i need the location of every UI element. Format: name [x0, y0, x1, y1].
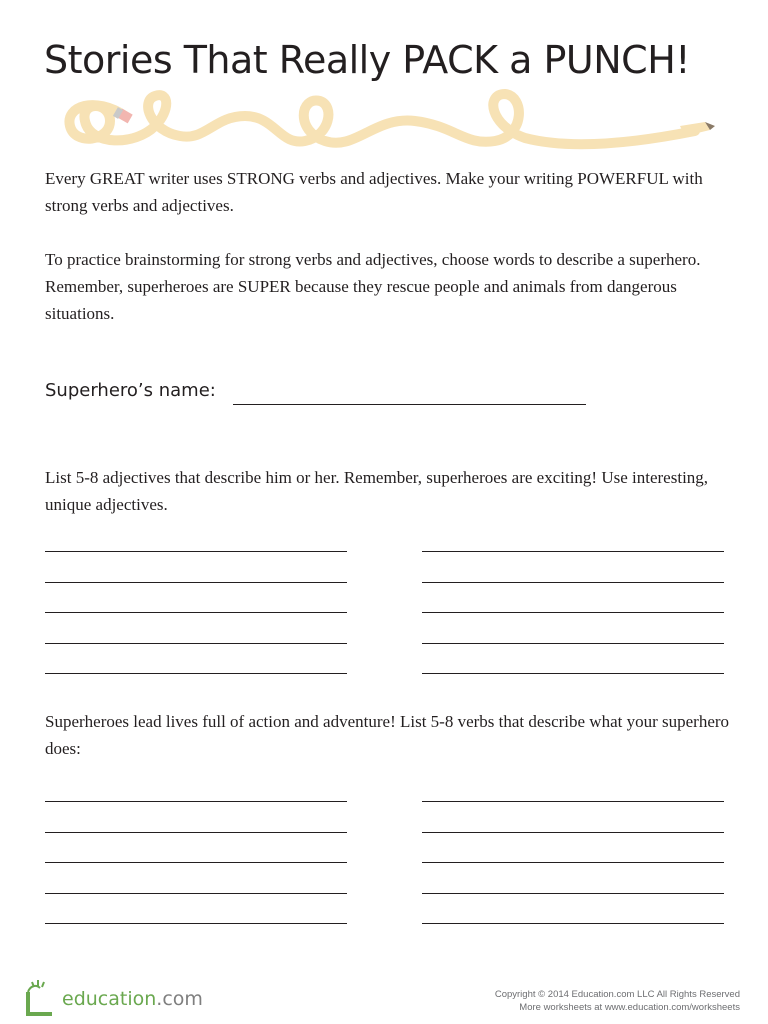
verb-answer-line[interactable]: [45, 801, 347, 802]
logo-main: education: [62, 988, 157, 1010]
logo-suffix: .com: [156, 988, 203, 1010]
adjective-answer-line[interactable]: [45, 673, 347, 674]
pencil-swirl-decoration: [55, 86, 715, 166]
adjective-answer-line[interactable]: [45, 643, 347, 644]
adjective-answer-line[interactable]: [422, 582, 724, 583]
intro-paragraph-1: Every GREAT writer uses STRONG verbs and adjectives. Make your writing POWERFUL with strong verbs and adjectives.: [45, 169, 703, 215]
adjective-answer-line[interactable]: [422, 673, 724, 674]
adjectives-prompt: List 5-8 adjectives that describe him or her. Remember, superheroes are exciting! Use interesting, unique adjectives.: [45, 468, 709, 514]
education-logo-text: [62, 988, 203, 1010]
verb-answer-line[interactable]: [422, 862, 724, 863]
superhero-name-field[interactable]: [233, 404, 586, 405]
verb-answer-line[interactable]: [422, 832, 724, 833]
verb-answer-line[interactable]: [422, 923, 724, 924]
intro-paragraph-2: To practice brainstorming for strong verbs and adjectives, choose words to describe a superhero. Remember, superheroes are SUPER because they rescue people and animals from dangerous situations.: [45, 250, 701, 323]
education-logo[interactable]: [22, 978, 222, 1022]
copyright-notice: [495, 988, 740, 1014]
superhero-name-label: Superhero’s name:: [45, 380, 216, 401]
verb-answer-line[interactable]: [422, 801, 724, 802]
copyright-line-1: Copyright © 2014 Education.com LLC All Rights Reserved: [494, 989, 740, 1000]
verbs-prompt: Superheroes lead lives full of action and adventure! List 5-8 verbs that describe what your superhero does:: [45, 712, 730, 758]
verb-answer-line[interactable]: [422, 893, 724, 894]
adjective-answer-line[interactable]: [45, 551, 347, 552]
adjective-answer-line[interactable]: [422, 643, 724, 644]
adjective-answer-line[interactable]: [422, 551, 724, 552]
adjective-answer-line[interactable]: [422, 612, 724, 613]
verb-answer-line[interactable]: [45, 893, 347, 894]
adjective-answer-line[interactable]: [45, 582, 347, 583]
education-logo-icon: [22, 978, 60, 1020]
verb-answer-line[interactable]: [45, 832, 347, 833]
adjective-answer-line[interactable]: [45, 612, 347, 613]
copyright-line-2[interactable]: More worksheets at www.education.com/worksheets: [519, 1002, 740, 1013]
page-title: Stories That Really PACK a PUNCH!: [44, 38, 691, 82]
verb-answer-line[interactable]: [45, 862, 347, 863]
verb-answer-line[interactable]: [45, 923, 347, 924]
